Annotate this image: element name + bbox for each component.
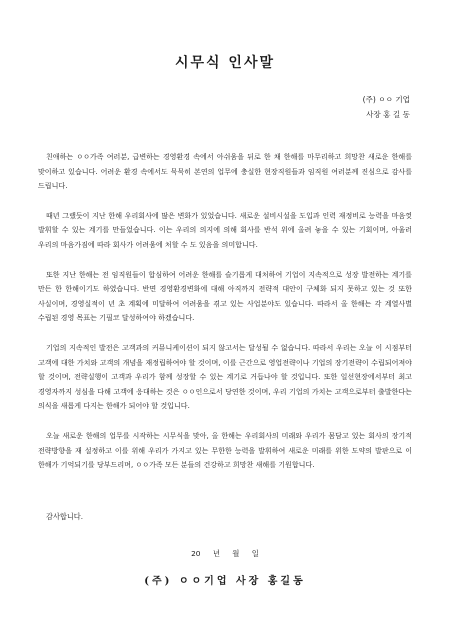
sender-block [363, 92, 410, 122]
closing-text: 감사합니다. [46, 512, 84, 521]
document-title: 시무식 인사말 [174, 55, 276, 71]
body-paragraph-3: 또한 지난 한해는 전 임직원들이 합심하여 어려운 한해를 슬기롭게 대처하여 기업이 지속적으로 성장 발전하는 계기를 만든 한 한해이기도 하였습니다. 반면 경영환경변화에 대해 아직까지 전략적 대안이 구체화 되지 못하고 있는 것 또한 사실이며, 경영실적이 년 초 계획에 미달하여 어려움을 겪고 있는 사업분야도 있습니다. 따라서 올 한해는 각 계열사별 수립된 경영 목표는 기필코 달성하여야 하겠습니다. [38, 269, 412, 323]
signature-line: (주) ㅇㅇ기업 사장 홍길동 [144, 576, 306, 587]
body-paragraph-2: 때년 그랬듯이 지난 한해 우리회사에 많은 변화가 있었습니다. 새로운 설비시설을 도입과 인력 재정비로 능력을 마음껏 발휘할 수 있는 계기를 만들었습니다. 이는 우리의 의지에 의해 회사를 반석 위에 올려 놓을 수 있는 기회이며, 아울러 우리의 마음가짐에 따라 회사가 어려움에 처할 수 도 있음을 의미합니다. [38, 210, 412, 249]
body-paragraph-4: 기업의 지속적인 발전은 고객과의 커뮤니케이션이 되지 않고서는 달성될 수 없습니다. 따라서 우리는 오늘 이 시점부터 고객에 대한 가치와 고객의 개념을 재정립하여야 할 것이며, 이를 근간으로 영업전략이나 기업의 장기전략이 수립되어져야 할 것이며, 전략실행이 고객과 우리가 함께 성장할 수 있는 계기로 거듭나야 할 것입니다. 또한 일선현장에서부터 최고 경영자까지 성심을 다해 고객에 응대하는 것은 ㅇㅇ인으로서 당연한 것이며, 우리 기업의 가치는 고객으로부터 출발한다는 의식을 새롭게 다지는 한해가 되어야 할 것입니다. [38, 342, 412, 411]
sender-company: (주) ㅇㅇ 기업 [362, 95, 410, 104]
body-paragraph-5: 오늘 새로운 한해의 업무를 시작하는 시무식을 맞아, 올 한해는 우리회사의 미래와 우리가 몸담고 있는 회사의 장기적 전략방향을 재 설정하고 이를 위해 우리가 가지고 있는 무한한 능력을 발휘하여 새로운 미래를 위한 도약의 발판으로 이 한해가 기억되기를 당부드리며, ㅇㅇ가족 모든 분들의 건강하고 희망찬 새해를 기원합니다. [38, 430, 412, 470]
sender-name: 사장 홍 길 동 [366, 110, 410, 119]
date-line: 20 년 월 일 [191, 549, 259, 558]
body-paragraph-1: 친애하는 ㅇㅇ가족 여러분, 급변하는 경영환경 속에서 아쉬움을 뒤로 한 채 한해를 마무리하고 희망찬 새로운 한해를 맞이하고 있습니다. 어려운 환경 속에서도 묵묵히 본연의 업무에 충실한 현장직원들과 임직원 여러분께 진심으로 감사를 드립니다. [38, 152, 412, 191]
document-body [38, 150, 412, 473]
